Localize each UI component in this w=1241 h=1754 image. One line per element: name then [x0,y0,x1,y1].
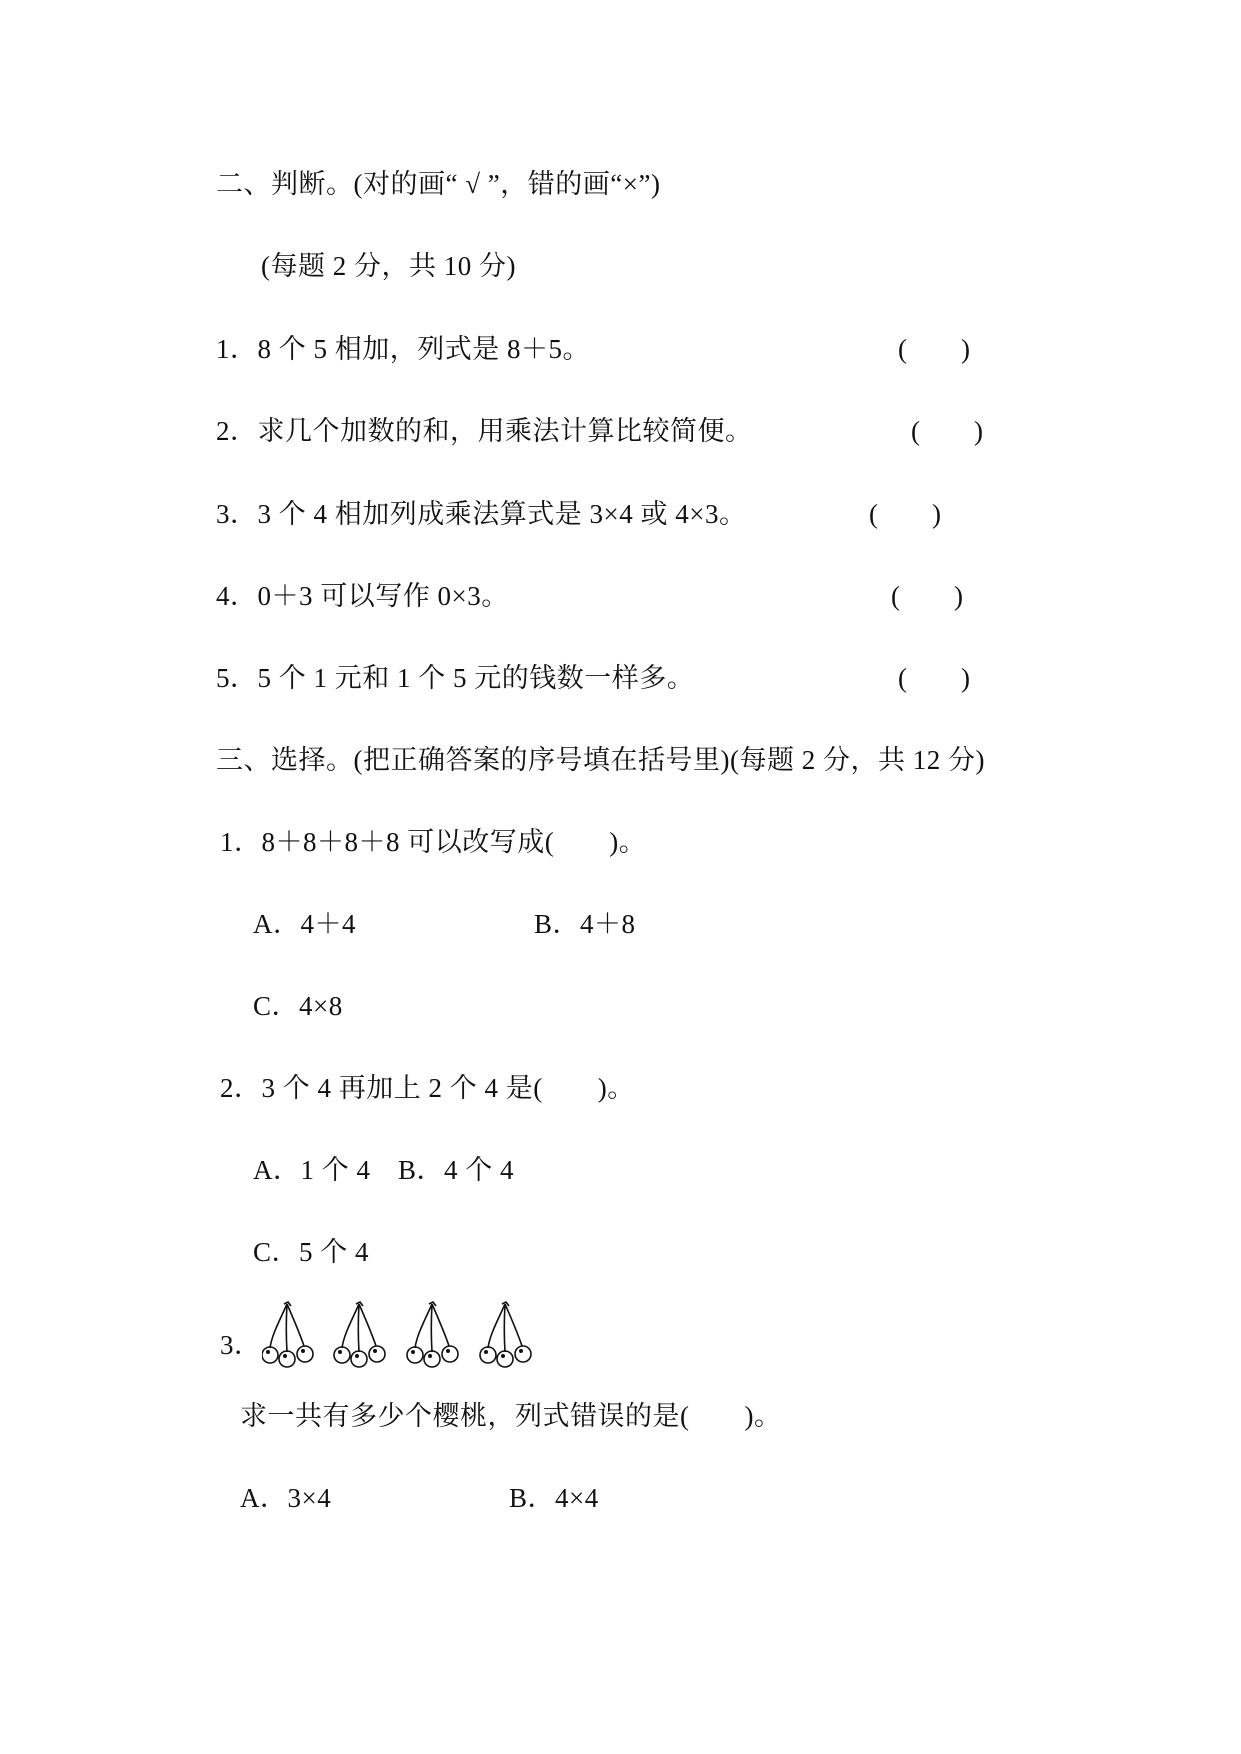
judge-answer-bracket-2[interactable]: ( ) [911,416,983,446]
choice-question-1-option-c: C．4×8 [253,991,343,1021]
judge-answer-bracket-5[interactable]: ( ) [898,663,970,693]
judge-item-2: 2．求几个加数的和，用乘法计算比较简便。 [216,416,753,446]
cherry-cluster-icon [334,1302,385,1367]
choice-question-2-option-c: C．5 个 4 [253,1237,370,1267]
cherry-cluster-icon [407,1302,458,1367]
cherry-cluster-icon [480,1302,531,1367]
judge-item-4: 4．0＋3 可以写作 0×3。 [216,581,509,611]
choice-question-3-option-b: B．4×4 [509,1483,599,1513]
judge-item-3: 3．3 个 4 相加列成乘法算式是 3×4 或 4×3。 [216,499,747,529]
section-choice-title: 三、选择。(把正确答案的序号填在括号里)(每题 2 分，共 12 分) [216,745,985,775]
choice-question-3-stem[interactable]: 求一共有多少个樱桃，列式错误的是( )。 [240,1401,782,1431]
judge-answer-bracket-4[interactable]: ( ) [891,581,963,611]
choice-question-3-number: 3． [220,1330,262,1360]
cherry-picture [262,1300,562,1370]
section-judge-score-note: (每题 2 分，共 10 分) [261,251,516,281]
judge-answer-bracket-3[interactable]: ( ) [869,499,941,529]
choice-question-1-option-b: B．4＋8 [534,909,636,939]
cherry-clusters-svg [262,1300,562,1370]
judge-answer-bracket-1[interactable]: ( ) [898,334,970,364]
choice-question-2-stem[interactable]: 2．3 个 4 再加上 2 个 4 是( )。 [220,1073,635,1103]
judge-item-5: 5．5 个 1 元和 1 个 5 元的钱数一样多。 [216,663,695,693]
choice-question-1-stem[interactable]: 1．8＋8＋8＋8 可以改写成( )。 [220,827,647,857]
cherry-cluster-icon [262,1302,313,1367]
choice-question-1-option-a: A．4＋4 [253,909,356,939]
judge-item-1: 1．8 个 5 相加，列式是 8＋5。 [216,334,590,364]
section-judge-title: 二、判断。(对的画“ √ ”，错的画“×”) [216,169,661,199]
choice-question-3-option-a: A．3×4 [240,1483,332,1513]
choice-question-2-options-ab: A．1 个 4 B．4 个 4 [253,1155,515,1185]
